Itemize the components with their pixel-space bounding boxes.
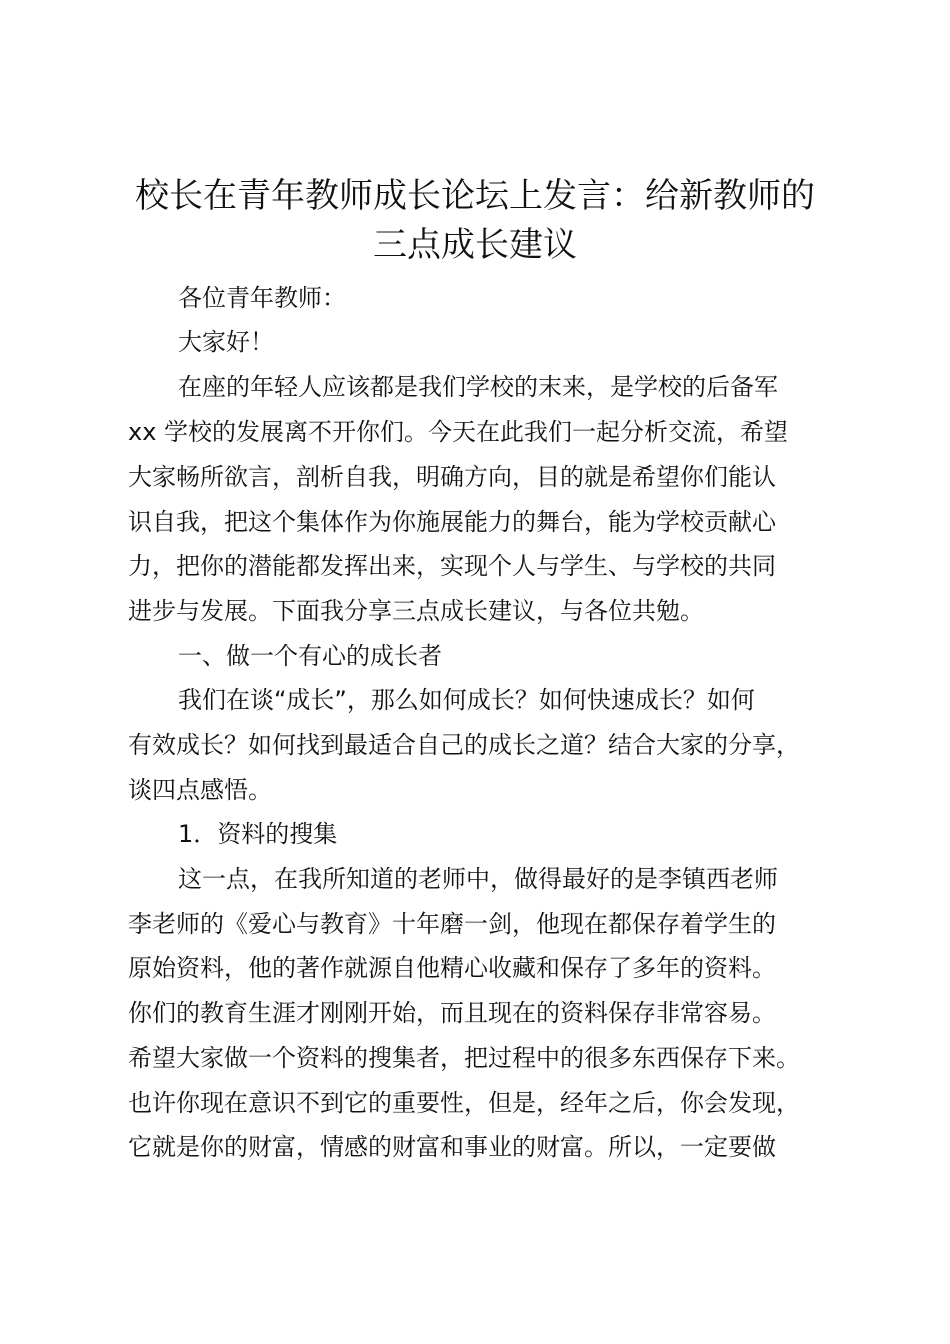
body-line: 进步与发展。下面我分享三点成长建议，与各位共勉。 bbox=[128, 597, 704, 625]
greeting: 大家好！ bbox=[178, 328, 274, 356]
body-line: 大家畅所欲言，剖析自我，明确方向，目的就是希望你们能认 bbox=[128, 463, 776, 491]
body-line: 力，把你的潜能都发挥出来，实现个人与学生、与学校的共同 bbox=[128, 552, 776, 580]
body-line: 在座的年轻人应该都是我们学校的末来，是学校的后备军 bbox=[178, 373, 778, 401]
body-line: 有效成长？如何找到最适合自己的成长之道？结合大家的分享， bbox=[128, 731, 800, 759]
body-line: 我们在谈“成长”，那么如何成长？如何快速成长？如何 bbox=[178, 686, 755, 714]
body-line: 也许你现在意识不到它的重要性，但是，经年之后，你会发现， bbox=[128, 1089, 800, 1117]
body-line: 识自我，把这个集体作为你施展能力的舞台，能为学校贡献心 bbox=[128, 508, 776, 536]
body-line: 原始资料，他的著作就源自他精心收藏和保存了多年的资料。 bbox=[128, 954, 776, 982]
section-heading: 一、做一个有心的成长者 bbox=[178, 642, 442, 670]
title-line-1: 校长在青年教师成长论坛上发言：给新教师的 bbox=[135, 176, 815, 216]
body-line: 希望大家做一个资料的搜集者，把过程中的很多东西保存下来。 bbox=[128, 1044, 800, 1072]
subsection-heading: 1．资料的搜集 bbox=[178, 820, 338, 848]
body-line: 它就是你的财富，情感的财富和事业的财富。所以，一定要做 bbox=[128, 1133, 776, 1161]
body-line: 谈四点感悟。 bbox=[128, 776, 272, 804]
body-line: xx 学校的发展离不开你们。今天在此我们一起分析交流，希望 bbox=[128, 418, 789, 446]
body-line: 李老师的《爱心与教育》十年磨一剑，他现在都保存着学生的 bbox=[128, 910, 776, 938]
title-line-2: 三点成长建议 bbox=[373, 225, 577, 265]
salutation: 各位青年教师： bbox=[178, 284, 346, 312]
document-title bbox=[90, 172, 860, 270]
body-line: 这一点，在我所知道的老师中，做得最好的是李镇西老师 bbox=[178, 865, 778, 893]
body-line: 你们的教育生涯才刚刚开始，而且现在的资料保存非常容易。 bbox=[128, 999, 776, 1027]
